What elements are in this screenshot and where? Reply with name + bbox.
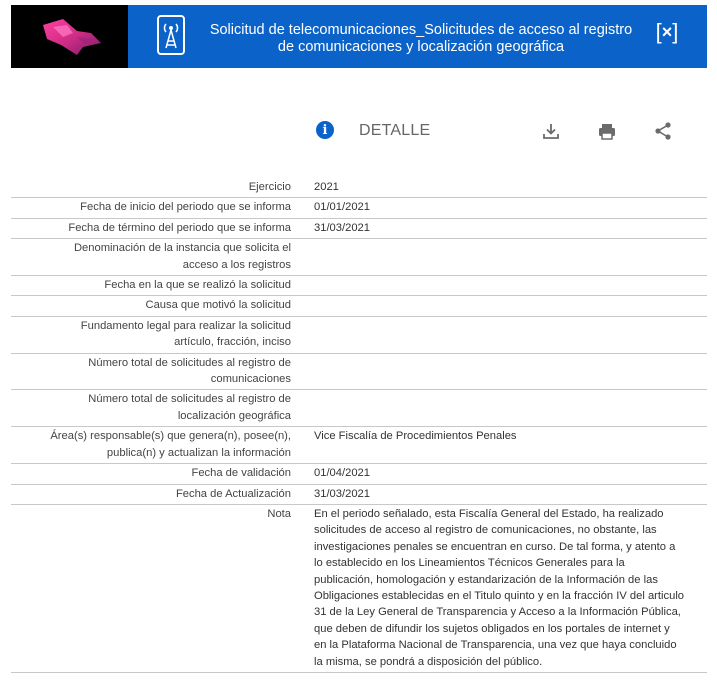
row-value bbox=[291, 239, 707, 276]
table-row bbox=[11, 296, 707, 316]
table-row bbox=[11, 276, 707, 296]
row-value: 2021 bbox=[291, 178, 707, 198]
row-value: Vice Fiscalía de Procedimientos Penales bbox=[291, 427, 707, 464]
detail-table bbox=[11, 178, 707, 673]
row-label: Número total de solicitudes al registro de localización geográfica bbox=[11, 390, 291, 427]
row-label: Nota bbox=[11, 504, 291, 672]
table-row bbox=[11, 390, 707, 427]
download-icon bbox=[540, 120, 562, 142]
row-label: Fecha de validación bbox=[11, 464, 291, 484]
row-value bbox=[291, 353, 707, 390]
row-value: 01/01/2021 bbox=[291, 198, 707, 218]
row-value: 01/04/2021 bbox=[291, 464, 707, 484]
row-value bbox=[291, 276, 707, 296]
row-value bbox=[291, 296, 707, 316]
row-label: Fecha de inicio del periodo que se informa bbox=[11, 198, 291, 218]
table-row bbox=[11, 484, 707, 504]
header-bar bbox=[11, 5, 707, 68]
close-icon: × bbox=[661, 21, 673, 42]
share-icon bbox=[652, 120, 674, 142]
detail-heading: DETALLE bbox=[359, 122, 431, 139]
row-value: 31/03/2021 bbox=[291, 484, 707, 504]
logo bbox=[11, 5, 128, 68]
table-row bbox=[11, 353, 707, 390]
print-icon bbox=[596, 120, 618, 142]
download-button[interactable] bbox=[540, 120, 562, 142]
share-button[interactable] bbox=[652, 120, 674, 142]
table-row bbox=[11, 198, 707, 218]
row-label: Ejercicio bbox=[11, 178, 291, 198]
row-label: Fecha de término del periodo que se informa bbox=[11, 218, 291, 238]
row-label: Fecha de Actualización bbox=[11, 484, 291, 504]
row-label: Denominación de la instancia que solicita el acceso a los registros bbox=[11, 239, 291, 276]
table-row bbox=[11, 178, 707, 198]
table-row bbox=[11, 427, 707, 464]
print-button[interactable] bbox=[596, 120, 618, 142]
detail-toolbar bbox=[316, 118, 676, 144]
table-row bbox=[11, 218, 707, 238]
row-label: Área(s) responsable(s) que genera(n), posee(n), publica(n) y actualizan la información bbox=[11, 427, 291, 464]
table-row bbox=[11, 316, 707, 353]
page-title: Solicitud de telecomunicaciones_Solicitudes de acceso al registro de comunicaciones y localización geográfica bbox=[209, 22, 633, 55]
info-icon: i bbox=[316, 121, 334, 139]
row-label: Fecha en la que se realizó la solicitud bbox=[11, 276, 291, 296]
row-value: 31/03/2021 bbox=[291, 218, 707, 238]
row-label: Fundamento legal para realizar la solicitud artículo, fracción, inciso bbox=[11, 316, 291, 353]
row-value bbox=[291, 316, 707, 353]
row-label: Número total de solicitudes al registro de comunicaciones bbox=[11, 353, 291, 390]
table-row bbox=[11, 464, 707, 484]
bracket-left-icon: [ bbox=[655, 19, 662, 44]
table-row bbox=[11, 239, 707, 276]
table-row bbox=[11, 504, 707, 672]
row-value bbox=[291, 390, 707, 427]
bracket-right-icon: ] bbox=[672, 19, 679, 44]
row-label: Causa que motivó la solicitud bbox=[11, 296, 291, 316]
row-value: En el periodo señalado, esta Fiscalía General del Estado, ha realizado solicitudes de acceso al registro de comunicaciones, no obstante, las investigaciones penales se encuentran en curso. De tal forma, y atento a lo establecido en los Lineamientos Técnicos Generales para la publicación, homologación y estandarización de la Información de las Obligaciones establecidas en el Titulo quinto y en la fracción IV del articulo 31 de la Ley General de Transparencia y Acceso a la Información Pública, que deben de difundir los sujetos obligados en los portales de internet y en la Plataforma Nacional de Transparencia, una vez que haya concluido la misma, se pondrá a disposición del público. bbox=[291, 504, 707, 672]
close-button[interactable] bbox=[649, 19, 685, 45]
antenna-icon bbox=[157, 15, 185, 55]
